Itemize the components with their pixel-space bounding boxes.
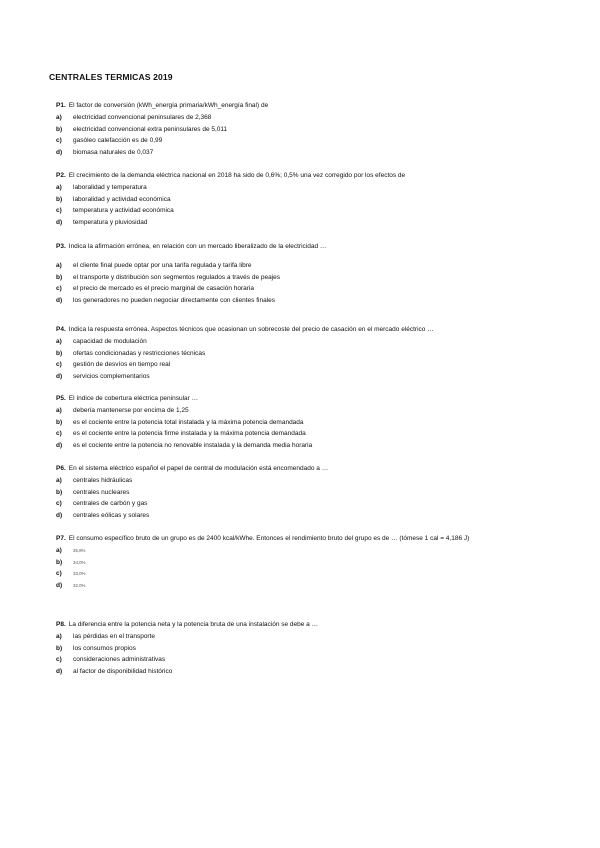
option-c [56, 283, 556, 295]
question-8 [56, 620, 556, 677]
option-a [56, 336, 556, 348]
option-text: las pérdidas en el transporte [73, 633, 156, 640]
question-7 [56, 534, 556, 591]
option-text: laboralidad y actividad económica [73, 195, 171, 203]
question-number: P2. [56, 172, 66, 179]
option-text: electricidad convencional peninsulares de 2,368 [73, 114, 212, 121]
option-letter: b) [56, 195, 63, 203]
option-text: los generadores no pueden negociar directamente con clientes finales [73, 296, 275, 304]
question-statement: El índice de cobertura eléctrica peninsular … [68, 395, 199, 402]
options-list [56, 545, 556, 591]
option-letter: a) [56, 477, 62, 484]
question-statement: Indica la afirmación errónea, en relación con un mercado liberalizado de la electricidad … [68, 243, 327, 250]
option-letter: c) [56, 137, 62, 145]
option-letter: d) [56, 148, 63, 156]
question-number: P5. [56, 395, 66, 402]
question-text [56, 325, 556, 334]
option-letter: c) [56, 207, 62, 215]
page-title: CENTRALES TERMICAS 2019 [49, 72, 173, 82]
question-statement: El factor de conversión (kWh_energía primaria/kWh_energía final) de [68, 102, 269, 109]
option-text: centrales nucleares [73, 488, 130, 496]
question-4 [56, 325, 556, 382]
option-text: 34,0% [73, 559, 86, 565]
option-a [56, 405, 556, 417]
option-text: temperatura y pluviosidad [73, 218, 148, 226]
option-b [56, 643, 556, 655]
options-list [56, 475, 556, 521]
question-text [56, 171, 556, 180]
option-letter: b) [56, 125, 63, 133]
option-text: el cliente final puede optar por una tarifa regulada y tarifa libre [73, 262, 252, 269]
option-b [56, 272, 556, 284]
options-list [56, 260, 556, 306]
question-statement: La diferencia entre la potencia neta y la potencia bruta de una instalación se debe a … [68, 621, 319, 628]
option-letter: c) [56, 285, 62, 293]
question-3 [56, 242, 556, 306]
option-b [56, 417, 556, 429]
option-letter: b) [56, 488, 63, 496]
question-number: P7. [56, 535, 66, 542]
option-b [56, 557, 556, 569]
option-text: el precio de mercado es el precio marginal de casación horaria [73, 285, 255, 293]
option-text: es el cociente entre la potencia no renovable instalada y la demanda media horaria [73, 441, 313, 449]
option-text: temperatura y actividad económica [73, 207, 174, 215]
option-c [56, 359, 556, 371]
option-text: biomasa naturales de 0,037 [73, 148, 154, 156]
option-letter: d) [56, 296, 63, 304]
question-text [56, 534, 556, 543]
option-a [56, 112, 556, 124]
question-number: P1. [56, 102, 66, 109]
option-c [56, 654, 556, 666]
question-statement: El crecimiento de la demanda eléctrica nacional en 2018 ha sido de 0,6%; 0,5% una vez corregido por los efectos de [68, 172, 406, 179]
option-letter: a) [56, 547, 62, 554]
option-letter: b) [56, 349, 63, 357]
option-b [56, 194, 556, 206]
option-text: servicios complementarios [73, 372, 150, 380]
option-letter: a) [56, 633, 62, 640]
question-text [56, 101, 556, 110]
option-d [56, 510, 556, 522]
option-letter: d) [56, 667, 63, 675]
options-list [56, 336, 556, 382]
option-a [56, 182, 556, 194]
option-text: 32,0% [73, 582, 86, 588]
option-text: centrales eólicas y solares [73, 511, 150, 519]
question-6 [56, 464, 556, 521]
option-text: los consumos propios [73, 644, 136, 652]
option-b [56, 124, 556, 136]
option-letter: c) [56, 656, 62, 664]
option-text: consideraciones administrativas [73, 656, 166, 664]
question-number: P6. [56, 465, 66, 472]
question-statement: En el sistema eléctrico español el papel de central de modulación está encomendado a … [68, 465, 329, 472]
option-b [56, 348, 556, 360]
option-text: es el cociente entre la potencia firme instalada y la máxima potencia demandada [73, 430, 306, 438]
option-letter: a) [56, 407, 62, 414]
question-statement: El consumo específico bruto de un grupo es de 2400 kcal/kWhe. Entonces el rendimiento bruto del grupo es de … (tómese 1 cal = 4,186 J) [68, 535, 470, 542]
option-d [56, 217, 556, 229]
option-text: ofertas condicionadas y restricciones técnicas [73, 349, 206, 357]
option-d [56, 580, 556, 592]
option-letter: a) [56, 262, 62, 269]
question-number: P3. [56, 243, 66, 250]
options-list [56, 112, 556, 158]
question-number: P8. [56, 621, 66, 628]
options-list [56, 182, 556, 228]
option-letter: d) [56, 372, 63, 380]
option-letter: b) [56, 273, 63, 281]
option-text: al factor de disponibilidad histórico [73, 667, 173, 675]
option-c [56, 205, 556, 217]
option-d [56, 666, 556, 678]
option-letter: d) [56, 581, 63, 589]
option-b [56, 487, 556, 499]
option-letter: b) [56, 558, 63, 566]
option-d [56, 295, 556, 307]
option-letter: a) [56, 338, 62, 345]
option-c [56, 428, 556, 440]
option-text: 35,8% [73, 548, 86, 553]
question-text [56, 242, 556, 251]
option-letter: a) [56, 114, 62, 121]
question-text [56, 620, 556, 629]
option-letter: c) [56, 430, 62, 438]
option-text: centrales hidráulicas [73, 477, 133, 484]
option-c [56, 498, 556, 510]
option-letter: c) [56, 570, 62, 578]
question-1 [56, 101, 556, 158]
question-text [56, 464, 556, 473]
option-text: gasóleo calefacción es de 0,99 [73, 137, 163, 145]
option-d [56, 371, 556, 383]
options-list [56, 631, 556, 677]
option-text: capacidad de modulación [73, 338, 147, 345]
option-text: 33,0% [73, 571, 86, 577]
option-a [56, 631, 556, 643]
option-text: el transporte y distribución son segmentos regulados a través de peajes [73, 273, 281, 281]
options-list [56, 405, 556, 451]
option-letter: d) [56, 218, 63, 226]
question-5 [56, 394, 556, 451]
option-letter: a) [56, 184, 62, 191]
option-text: centrales de carbón y gas [73, 500, 148, 508]
option-letter: b) [56, 418, 63, 426]
option-letter: c) [56, 500, 62, 508]
option-letter: c) [56, 361, 62, 369]
option-c [56, 568, 556, 580]
option-text: debería mantenerse por encima de 1,25 [73, 407, 189, 414]
option-letter: b) [56, 644, 63, 652]
question-number: P4. [56, 326, 66, 333]
question-statement: Indica la respuesta errónea. Aspectos técnicos que ocasionan un sobrecoste del precio de casación en el mercado eléctrico … [68, 326, 434, 333]
option-text: electricidad convencional extra peninsulares de 5,011 [73, 125, 228, 133]
question-text [56, 394, 556, 403]
option-a [56, 545, 556, 557]
option-a [56, 260, 556, 272]
option-text: gestión de desvíos en tiempo real [73, 361, 171, 369]
option-d [56, 147, 556, 159]
option-a [56, 475, 556, 487]
option-c [56, 135, 556, 147]
option-letter: d) [56, 441, 63, 449]
option-text: es el cociente entre la potencia total instalada y la máxima potencia demandada [73, 418, 304, 426]
option-text: laboralidad y temperatura [73, 184, 147, 191]
option-d [56, 440, 556, 452]
option-letter: d) [56, 511, 63, 519]
question-2 [56, 171, 556, 228]
